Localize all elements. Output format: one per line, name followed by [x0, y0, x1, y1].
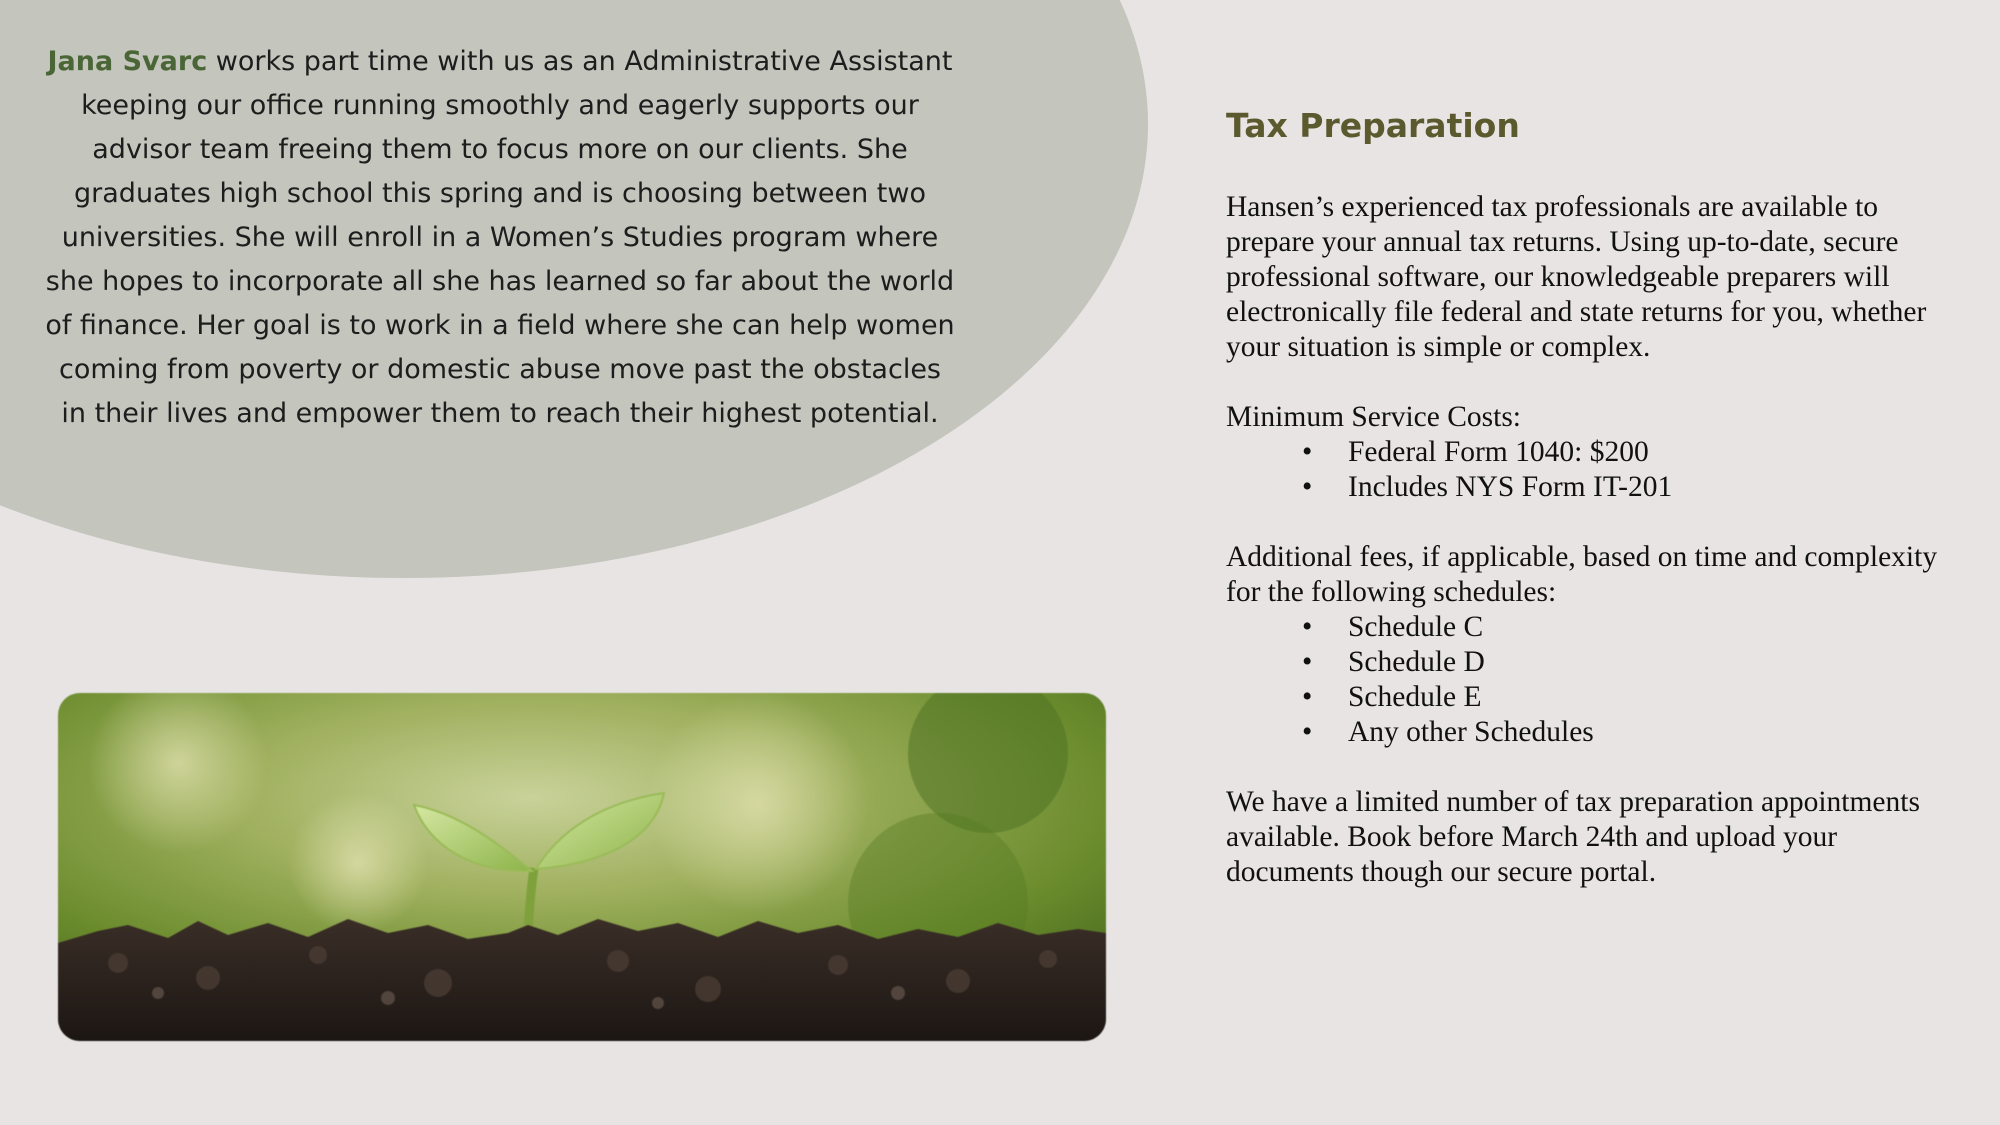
- spacer: [1226, 365, 1946, 400]
- list-item: • Federal Form 1040: $200: [1226, 435, 1946, 470]
- additional-fees-label: Additional fees, if applicable, based on time and complexity for the following schedules:: [1226, 541, 1938, 608]
- list-item: • Schedule D: [1226, 645, 1946, 680]
- seedling-photo: [58, 693, 1106, 1041]
- schedules-list: [1226, 610, 1946, 750]
- list-item: • Includes NYS Form IT-201: [1226, 470, 1946, 505]
- spacer: [1226, 505, 1946, 540]
- min-costs-label: Minimum Service Costs:: [1226, 401, 1521, 433]
- staff-name: Jana Svarc: [47, 46, 208, 77]
- list-item: • Schedule C: [1226, 610, 1946, 645]
- tax-preparation-section: [1226, 102, 1946, 890]
- staff-bio: [44, 40, 956, 436]
- tax-closing: We have a limited number of tax preparation appointments available. Book before March 24th and upload your documents though our secure portal.: [1226, 786, 1920, 888]
- list-item: • Any other Schedules: [1226, 715, 1946, 750]
- spacer: [1226, 750, 1946, 785]
- seedling-photo-icon: [58, 693, 1106, 1041]
- tax-intro: Hansen’s experienced tax professionals are available to prepare your annual tax returns. Using up-to-date, secure professional software, our knowledgeable preparers will electronically file federal and state returns for you, whether your situation is simple or complex.: [1226, 191, 1927, 363]
- staff-bio-text: works part time with us as an Administrative Assistant keeping our office running smoothly and eagerly supports our advisor team freeing them to focus more on our clients. She graduates high school this spring and is choosing between two universities. She will enroll in a Women’s Studies program where she hopes to incorporate all she has learned so far about the world of finance. Her goal is to work in a field where she can help women coming from poverty or domestic abuse move past the obstacles in their lives and empower them to reach their highest potential.: [45, 46, 955, 429]
- list-item: • Schedule E: [1226, 680, 1946, 715]
- min-costs-list: [1226, 435, 1946, 505]
- tax-heading: Tax Preparation: [1226, 106, 1520, 145]
